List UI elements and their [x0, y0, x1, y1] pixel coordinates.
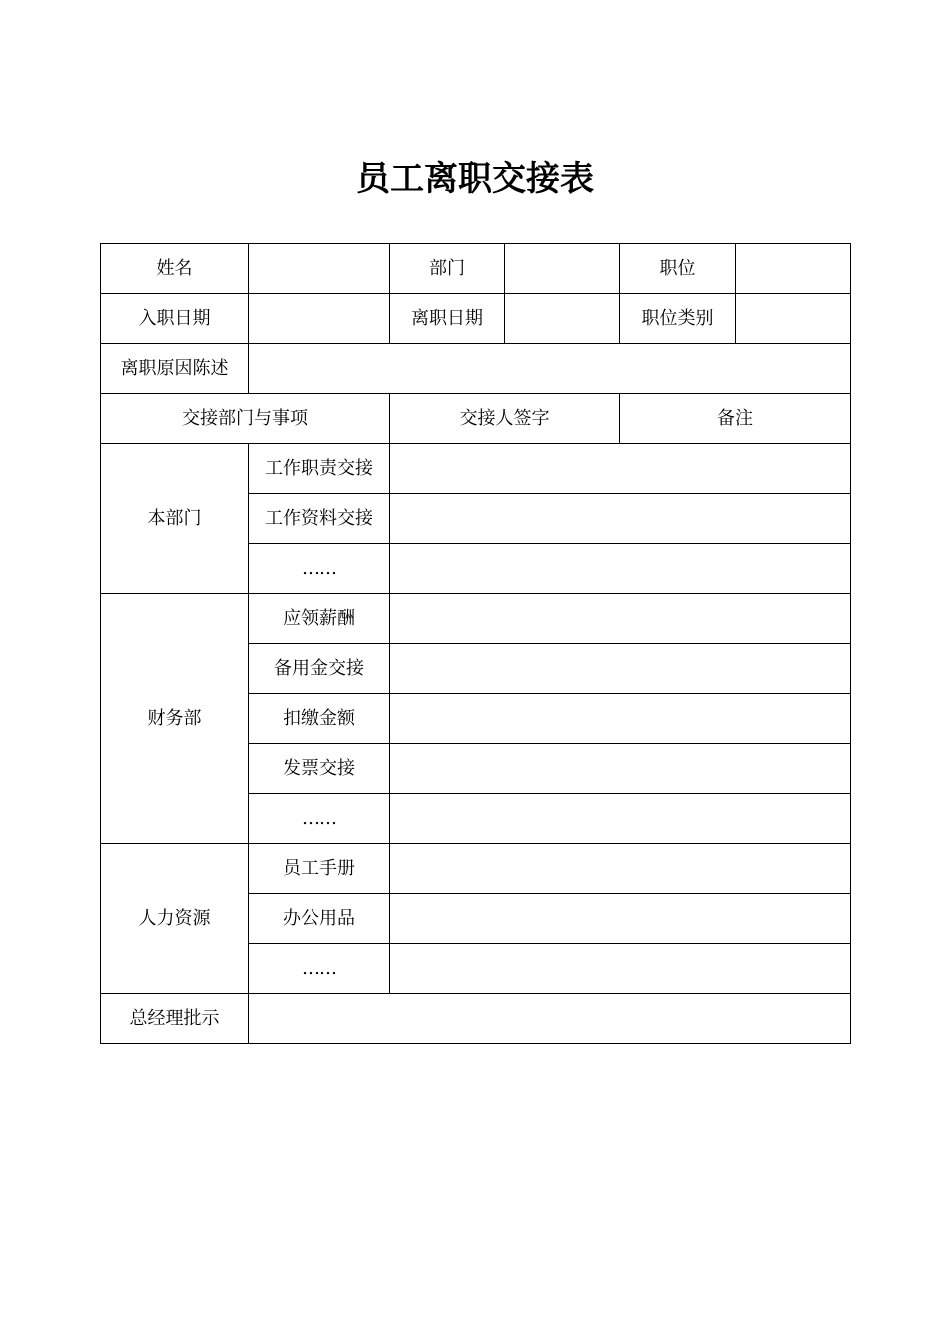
- item-label: 发票交接: [249, 744, 390, 794]
- item-entry-field[interactable]: [390, 894, 851, 944]
- table-row: [101, 294, 851, 344]
- item-label: 工作职责交接: [249, 444, 390, 494]
- item-label: ……: [249, 944, 390, 994]
- item-entry-field[interactable]: [390, 794, 851, 844]
- department-label: 部门: [390, 244, 505, 294]
- signature-column-header: 交接人签字: [390, 394, 620, 444]
- item-label: ……: [249, 794, 390, 844]
- item-label: 工作资料交接: [249, 494, 390, 544]
- section-dept-label: 人力资源: [101, 844, 249, 994]
- table-row: [101, 844, 851, 894]
- column-header-row: [101, 394, 851, 444]
- table-row: [101, 444, 851, 494]
- leave-date-field[interactable]: [505, 294, 620, 344]
- item-label: ……: [249, 544, 390, 594]
- leave-date-label: 离职日期: [390, 294, 505, 344]
- item-entry-field[interactable]: [390, 544, 851, 594]
- position-type-label: 职位类别: [620, 294, 736, 344]
- table-row: [101, 994, 851, 1044]
- name-field[interactable]: [249, 244, 390, 294]
- item-label: 员工手册: [249, 844, 390, 894]
- position-label: 职位: [620, 244, 736, 294]
- hire-date-label: 入职日期: [101, 294, 249, 344]
- table-row: [101, 594, 851, 644]
- section-dept-label: 财务部: [101, 594, 249, 844]
- item-entry-field[interactable]: [390, 594, 851, 644]
- approval-label: 总经理批示: [101, 994, 249, 1044]
- item-entry-field[interactable]: [390, 744, 851, 794]
- item-entry-field[interactable]: [390, 444, 851, 494]
- position-type-field[interactable]: [736, 294, 851, 344]
- reason-label: 离职原因陈述: [101, 344, 249, 394]
- items-column-header: 交接部门与事项: [101, 394, 390, 444]
- item-entry-field[interactable]: [390, 644, 851, 694]
- table-row: [101, 244, 851, 294]
- reason-field[interactable]: [249, 344, 851, 394]
- handover-form-table: [100, 243, 851, 1044]
- item-label: 应领薪酬: [249, 594, 390, 644]
- item-entry-field[interactable]: [390, 944, 851, 994]
- hire-date-field[interactable]: [249, 294, 390, 344]
- page-title: 员工离职交接表: [356, 159, 594, 199]
- item-entry-field[interactable]: [390, 694, 851, 744]
- item-label: 扣缴金额: [249, 694, 390, 744]
- department-field[interactable]: [505, 244, 620, 294]
- position-field[interactable]: [736, 244, 851, 294]
- section-dept-label: 本部门: [101, 444, 249, 594]
- name-label: 姓名: [101, 244, 249, 294]
- item-entry-field[interactable]: [390, 494, 851, 544]
- item-label: 备用金交接: [249, 644, 390, 694]
- table-row: [101, 344, 851, 394]
- remarks-column-header: 备注: [620, 394, 851, 444]
- item-label: 办公用品: [249, 894, 390, 944]
- approval-field[interactable]: [249, 994, 851, 1044]
- item-entry-field[interactable]: [390, 844, 851, 894]
